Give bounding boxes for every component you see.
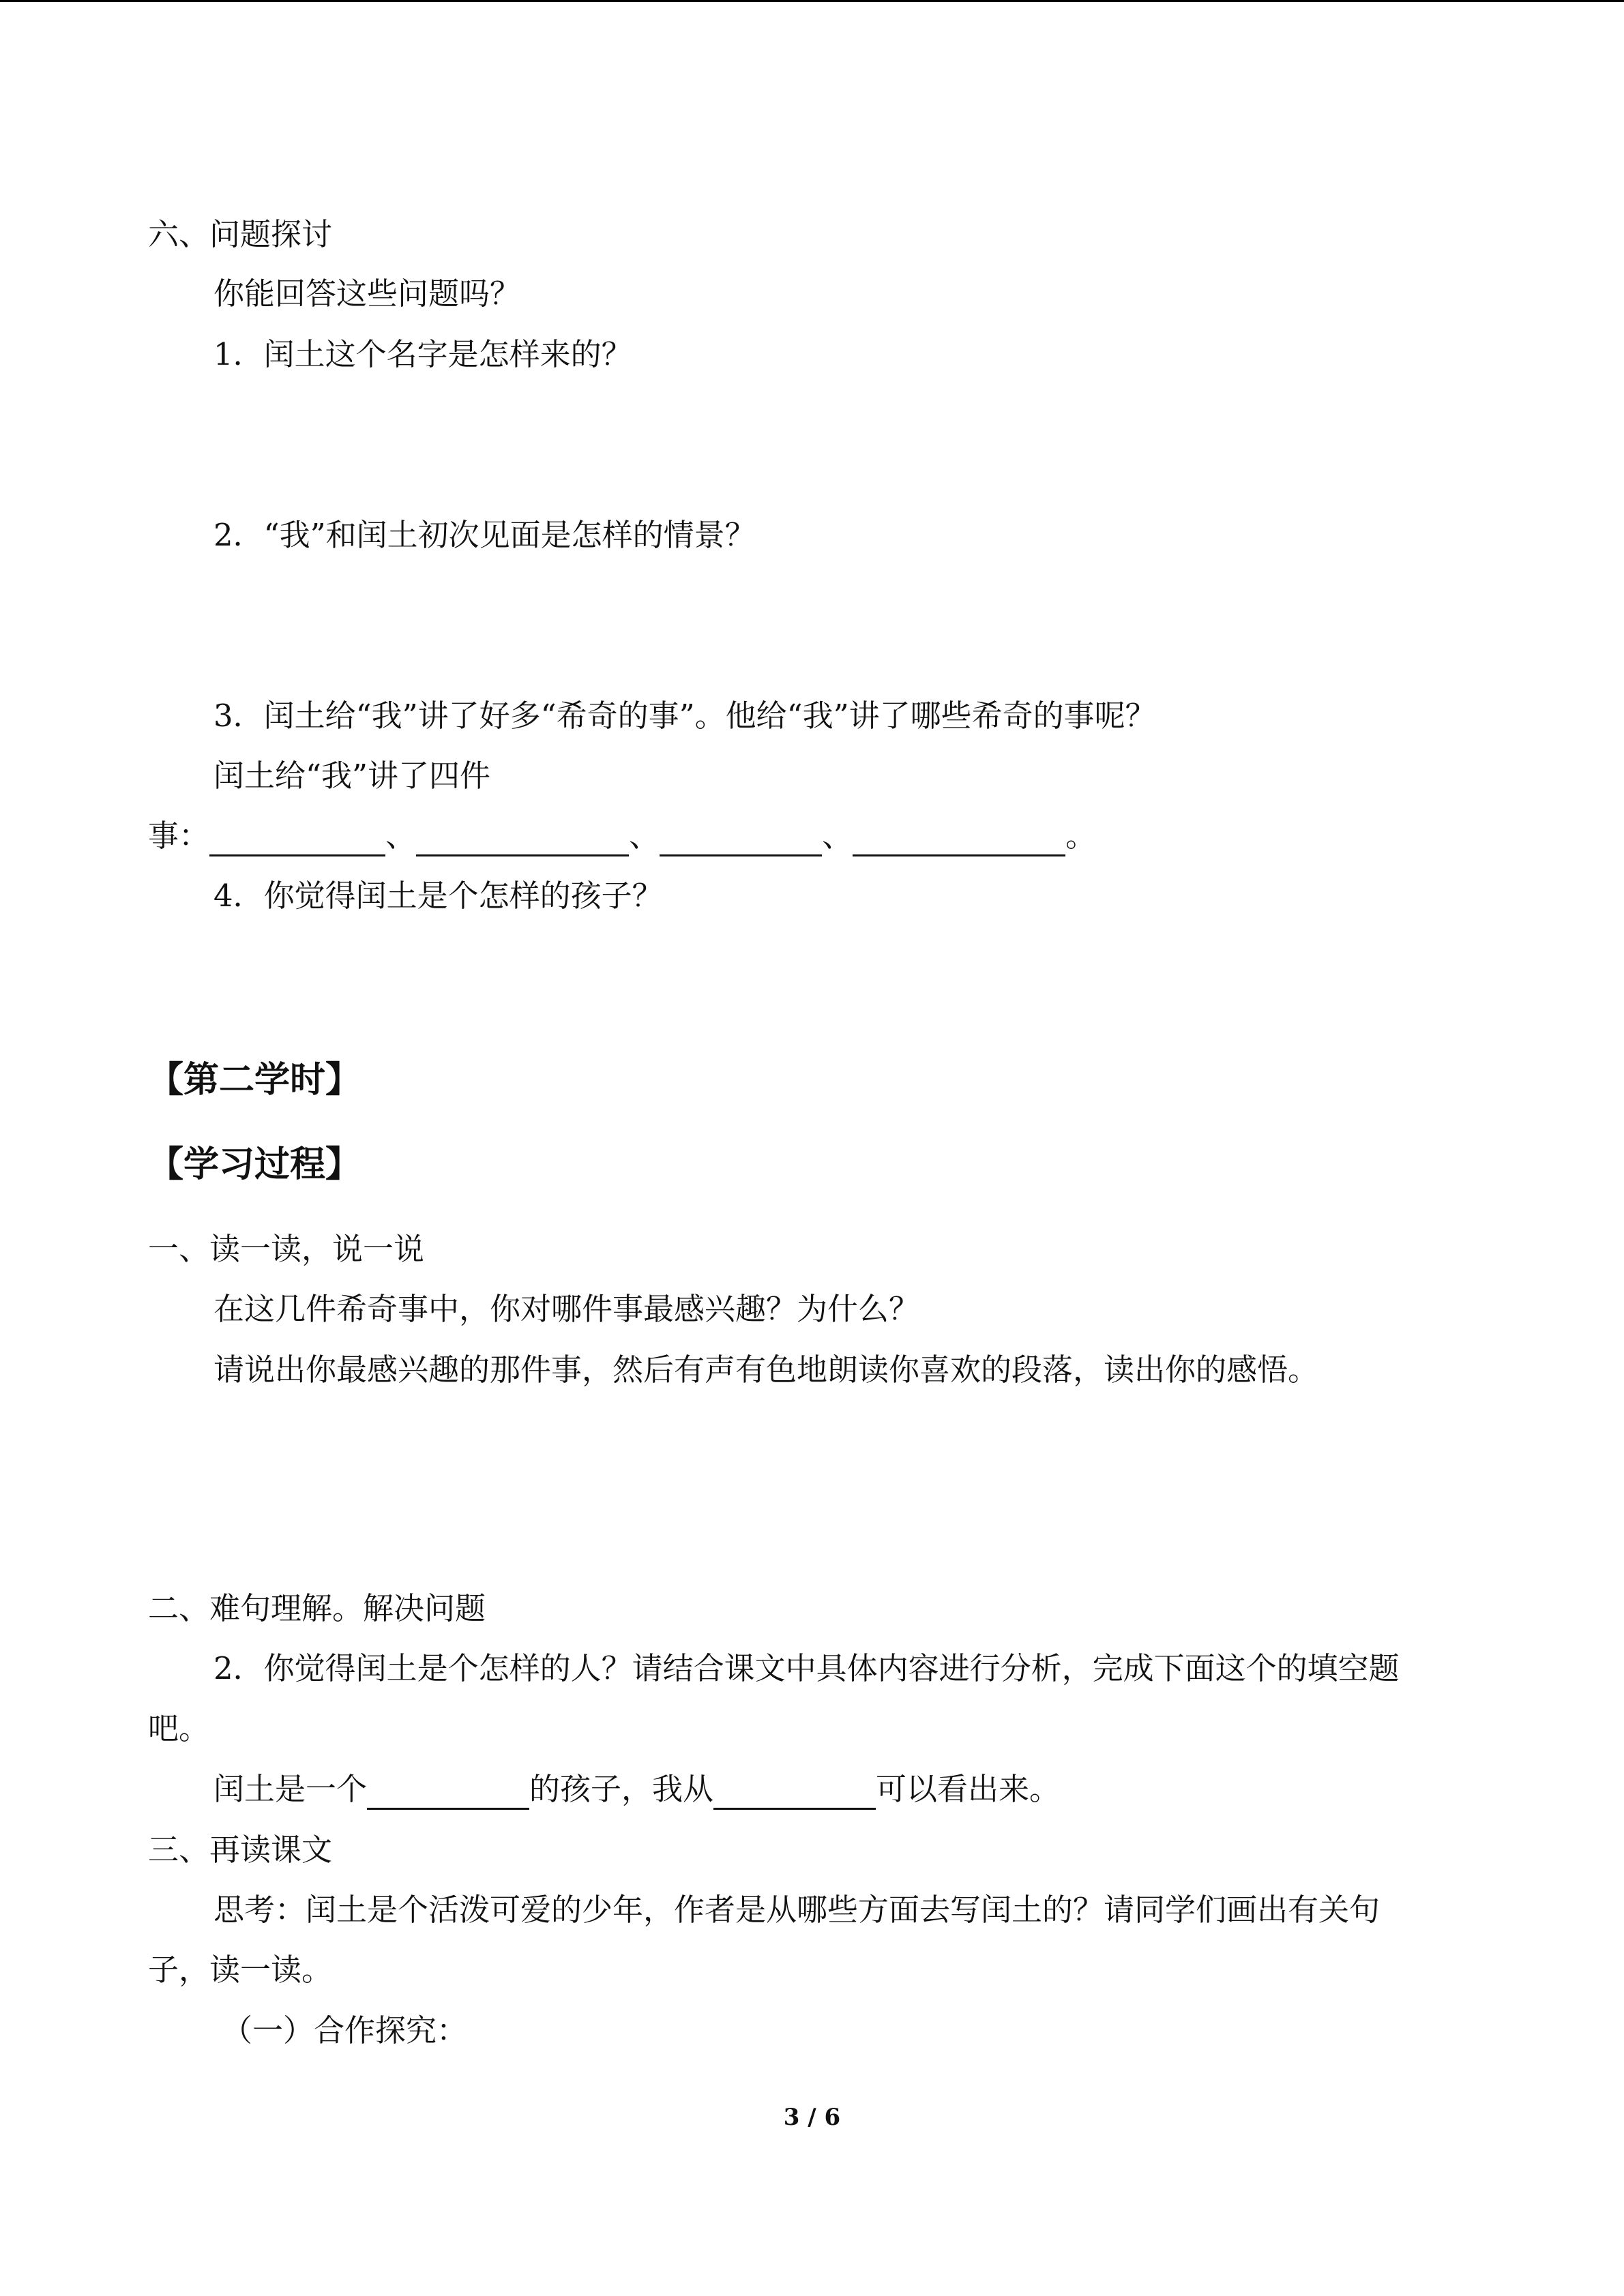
part1-title: 一、读一读，说一说 — [148, 1231, 425, 1267]
part3-title: 三、再读课文 — [148, 1832, 333, 1868]
part3-cooperation: （一）合作探究： — [222, 2012, 468, 2048]
part1-line2: 请说出你最感兴趣的那件事，然后有声有色地朗读你喜欢的段落，读出你的感悟。 — [213, 1352, 1319, 1388]
part2-question-line1: 2．你觉得闰土是个怎样的人？请结合课文中具体内容进行分析，完成下面这个的填空题 — [213, 1650, 1400, 1686]
question-4: 4．你觉得闰土是个怎样的孩子？ — [213, 878, 663, 914]
question-2: 2．“我”和闰土初次见面是怎样的情景？ — [213, 517, 756, 553]
section6-title: 六、问题探讨 — [148, 216, 333, 252]
fill-text-b: 的孩子，我从 — [529, 1771, 714, 1807]
answer-blank-2[interactable] — [416, 819, 629, 856]
separator: 、 — [629, 818, 660, 854]
answer-blank-3[interactable] — [660, 819, 822, 856]
part3-think-line2: 子，读一读。 — [148, 1952, 333, 1988]
question-3-fill-line — [148, 816, 1096, 856]
learning-process-heading: 【学习过程】 — [148, 1144, 361, 1185]
fill-prefix: 事： — [148, 818, 210, 854]
part3-think-line1: 思考：闰土是个活泼可爱的少年，作者是从哪些方面去写闰土的？请同学们画出有关句 — [213, 1892, 1381, 1928]
top-border — [0, 0, 1624, 2]
fill-text-c: 可以看出来。 — [876, 1771, 1061, 1807]
page-number: 3 / 6 — [783, 2104, 841, 2131]
answer-blank-4[interactable] — [853, 819, 1065, 856]
section6-intro: 你能回答这些问题吗？ — [213, 275, 521, 312]
part1-line1: 在这几件希奇事中，你对哪件事最感兴趣？为什么？ — [213, 1291, 920, 1327]
question-3-fill-intro: 闰土给“我”讲了四件 — [213, 758, 491, 794]
question-3: 3．闰土给“我”讲了好多“希奇的事”。他给“我”讲了哪些希奇的事呢？ — [213, 698, 1156, 734]
part2-fill-line — [213, 1769, 1060, 1810]
answer-blank-6[interactable] — [713, 1772, 876, 1810]
lesson2-heading: 【第二学时】 — [148, 1059, 361, 1101]
answer-blank-1[interactable] — [209, 819, 385, 856]
question-1: 1．闰土这个名字是怎样来的？ — [213, 336, 632, 372]
part2-title: 二、难句理解。解决问题 — [148, 1590, 486, 1626]
separator: 、 — [822, 818, 853, 854]
part2-question-line2: 吧。 — [148, 1710, 210, 1746]
answer-blank-5[interactable] — [367, 1772, 529, 1810]
separator: 、 — [385, 818, 417, 854]
fill-text-a: 闰土是一个 — [213, 1771, 368, 1807]
period: 。 — [1065, 818, 1097, 854]
